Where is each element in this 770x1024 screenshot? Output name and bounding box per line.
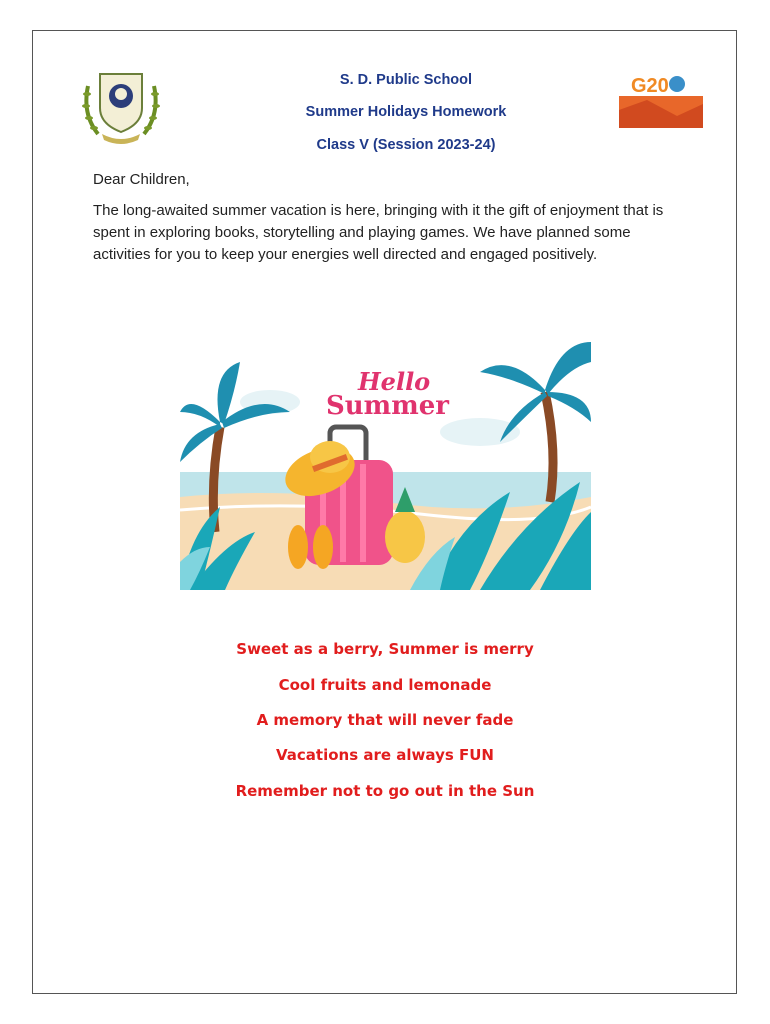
g20-logo: [617, 70, 703, 128]
poem-line-1: Sweet as a berry, Summer is merry: [236, 640, 534, 658]
g20-logo-text: G20: [631, 75, 669, 97]
hello-text: Hello: [358, 367, 431, 396]
poem-line-5: Remember not to go out in the Sun: [235, 782, 535, 800]
poem-line-2: Cool fruits and lemonade: [278, 676, 492, 694]
school-crest-logo: [78, 64, 164, 146]
class-session: Class V (Session 2023-24): [316, 137, 496, 153]
homework-title: Summer Holidays Homework: [305, 104, 507, 120]
poem-line-4: Vacations are always FUN: [276, 746, 494, 764]
poem-line-3: A memory that will never fade: [256, 711, 514, 729]
hello-summer-illustration: [180, 332, 591, 590]
school-name: S. D. Public School: [339, 72, 473, 88]
intro-paragraph: The long-awaited summer vacation is here, bringing with it the gift of enjoyment that is spent in exploring books, storytelling and playing games. We have planned some activities for you to keep your energies well directed and engaged positively.: [93, 202, 664, 263]
salutation: Dear Children,: [93, 171, 190, 188]
summer-text: Summer: [326, 391, 449, 421]
